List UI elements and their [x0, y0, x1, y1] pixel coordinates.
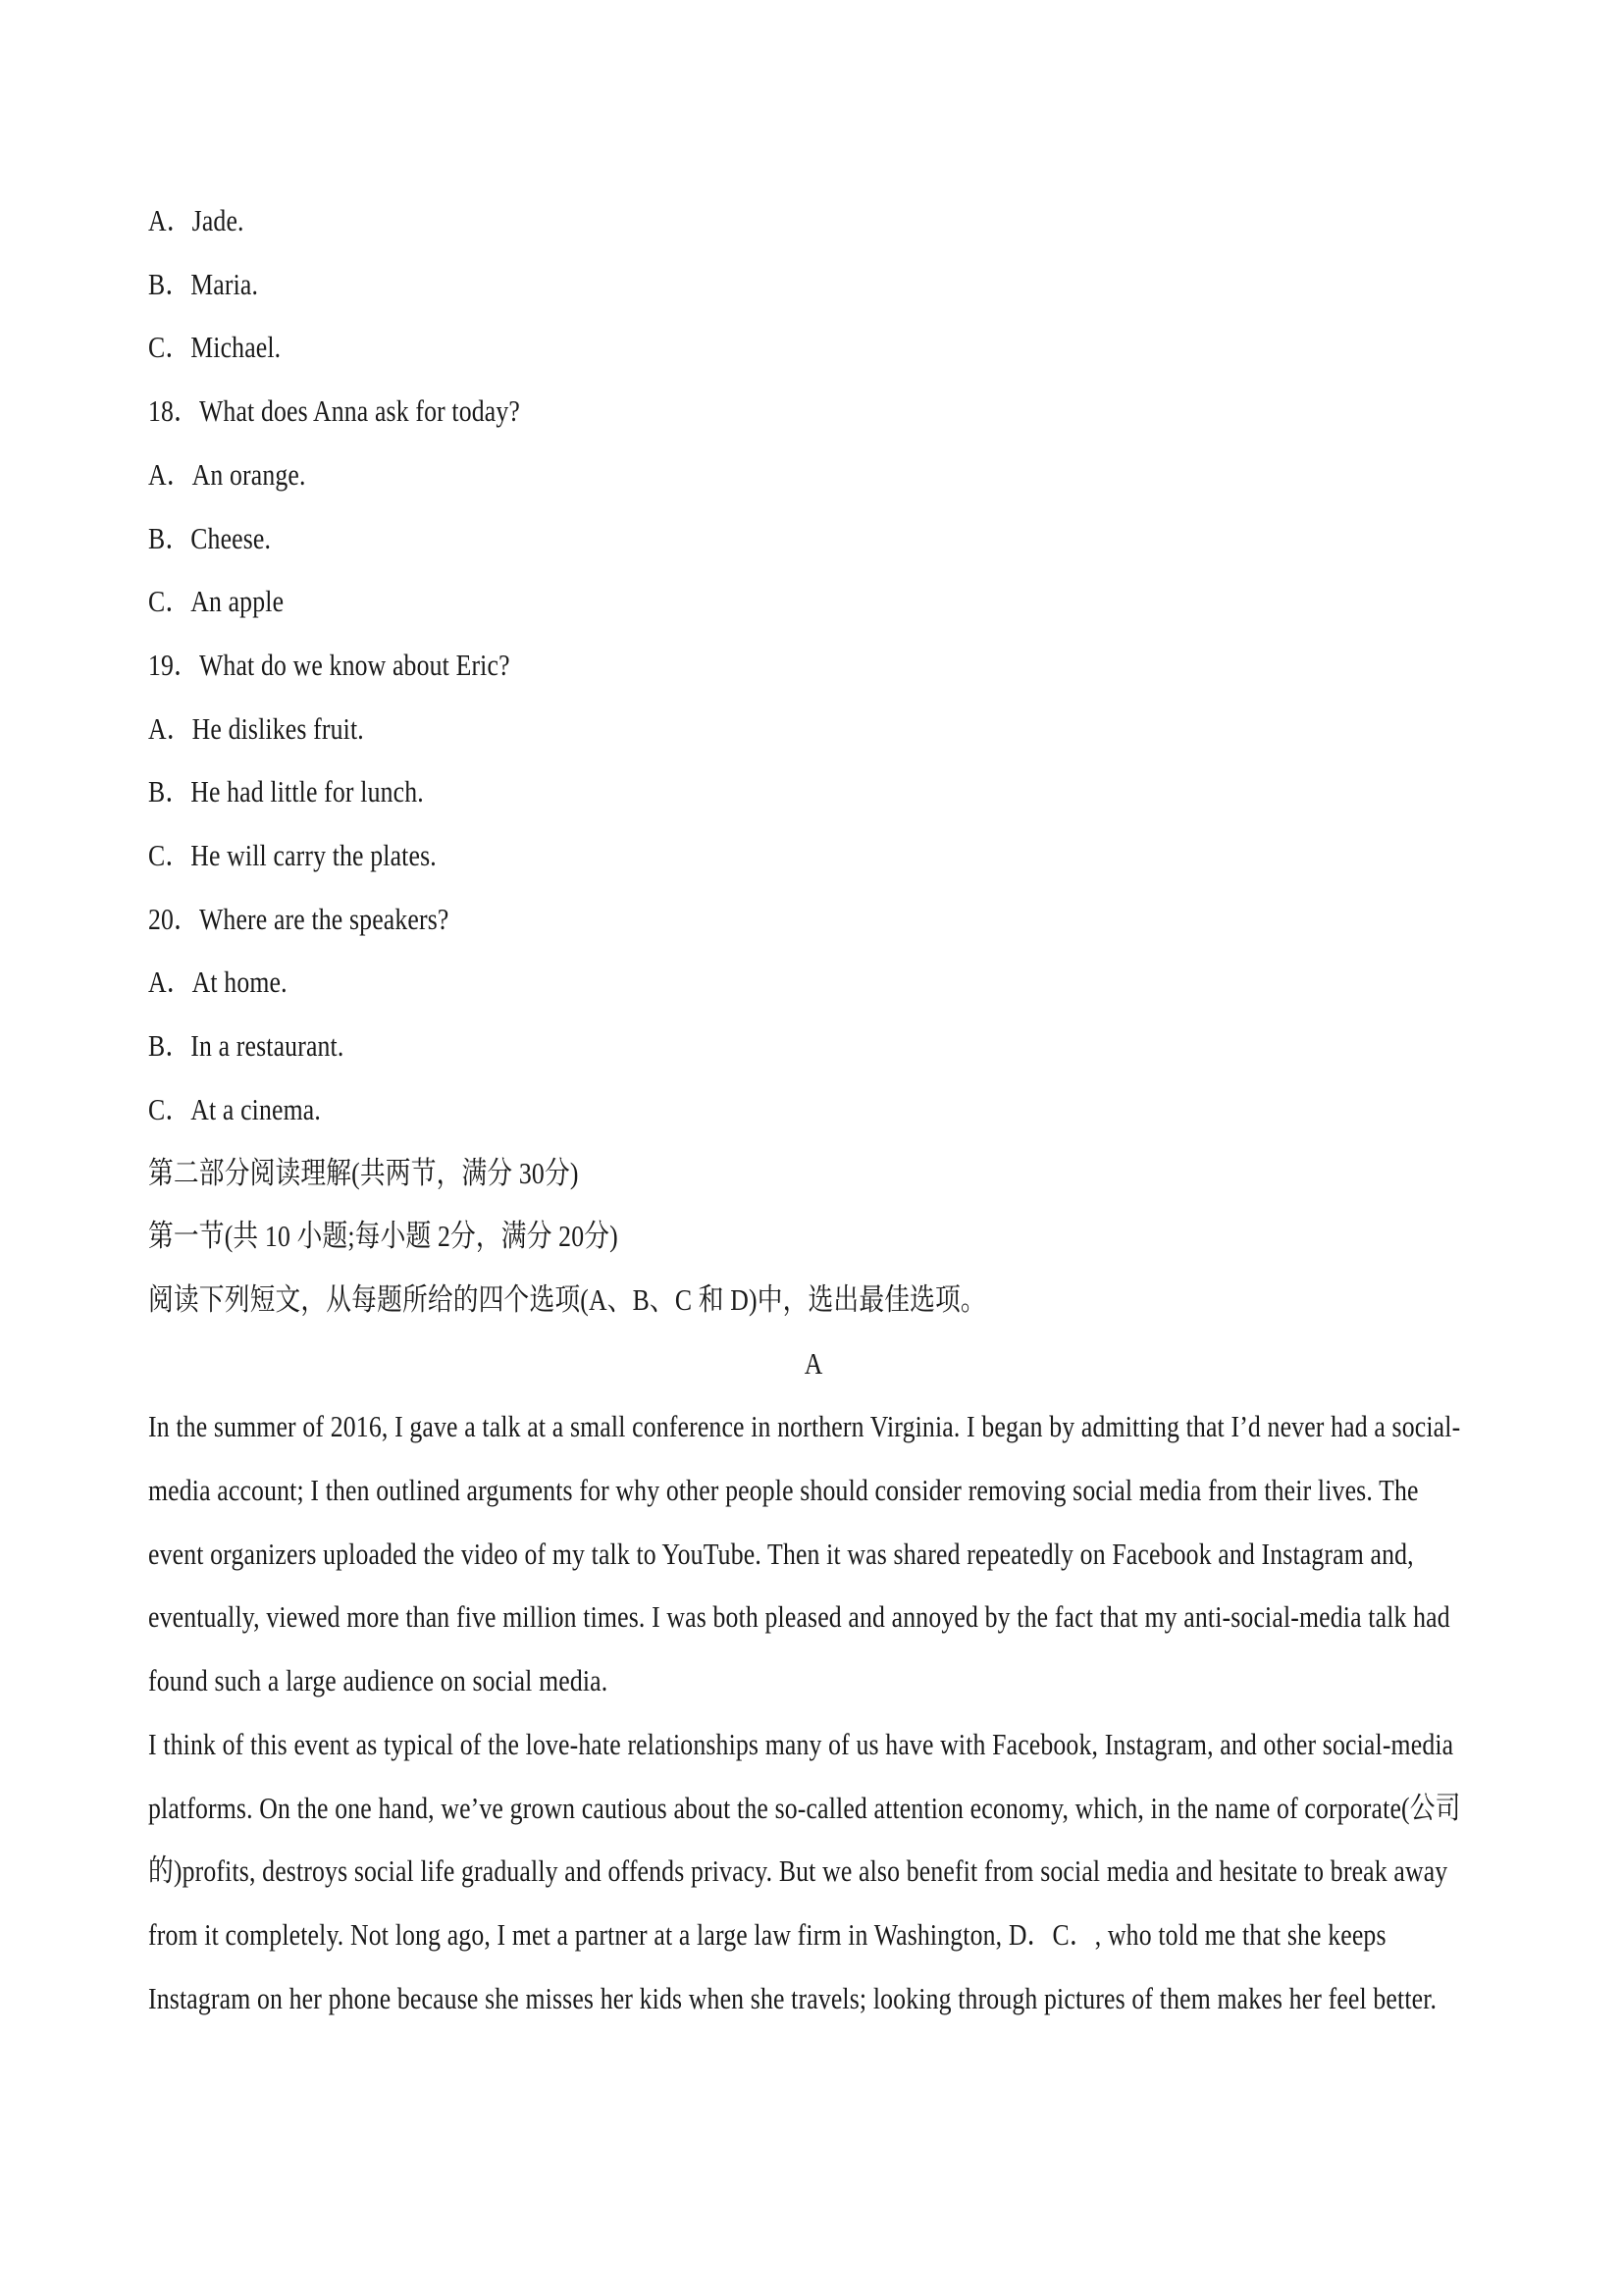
passage-a-text [148, 1395, 1479, 2030]
answer-option-line: B．Cheese. [148, 520, 272, 555]
answer-option-line: C．Michael. [148, 330, 282, 365]
listening-questions-block [148, 189, 1479, 1142]
answer-option-line: A．He dislikes fruit. [148, 710, 364, 746]
page-content [148, 189, 1479, 2030]
answer-option-line: C．He will carry the plates. [148, 838, 437, 873]
question-line: 20．Where are the speakers? [148, 901, 449, 936]
part2-section-header: 第二部分阅读理解(共两节，满分 30分) [148, 1155, 579, 1190]
passage-paragraph: I think of this event as typical of the love-hate relationships many of us have with Facebook, Instagram, and other social-media platforms. On the one hand, we’ve grown cautious about the so-called attention economy, which, in the name of corporate(公司的)profits, destroys social life gradually and offends privacy. But we also benefit from social media and hesitate to break away from it completely. Not long ago, I met a partner at a large law firm in Washington, D．C．, who told me that she keeps Instagram on her phone because she misses her kids when she travels; looking through pictures of them makes her feel better. [148, 1726, 1461, 2015]
answer-option-line: A．At home. [148, 965, 288, 1000]
answer-option-line: A．Jade. [148, 203, 244, 237]
passage-paragraph: In the summer of 2016, I gave a talk at a small conference in northern Virginia. I began by admitting that I’d never had a social-media account; I then outlined arguments for why other people should consider removing social media from their lives. The event organizers uploaded the video of my talk to YouTube. Then it was shared repeatedly on Facebook and Instagram and, eventually, viewed more than five million times. I was both pleased and annoyed by the fact that my anti-social-media talk had found such a large audience on social media. [148, 1409, 1461, 1698]
answer-option-line: B．In a restaurant. [148, 1028, 344, 1064]
answer-option-line: A．An orange. [148, 456, 306, 492]
question-line: 18．What does Anna ask for today? [148, 393, 521, 429]
answer-option-line: C．At a cinema. [148, 1091, 321, 1126]
reading-instructions: 阅读下列短文，从每题所给的四个选项(A、B、C 和 D)中，选出最佳选项。 [148, 1281, 986, 1317]
answer-option-line: B．He had little for lunch. [148, 774, 424, 809]
passage-a-label: A [804, 1345, 823, 1381]
part2-subsection-header: 第一节(共 10 小题;每小题 2分，满分 20分) [148, 1219, 618, 1254]
answer-option-line: B．Maria. [148, 266, 259, 301]
answer-option-line: C．An apple [148, 584, 285, 619]
question-line: 19．What do we know about Eric? [148, 647, 510, 682]
